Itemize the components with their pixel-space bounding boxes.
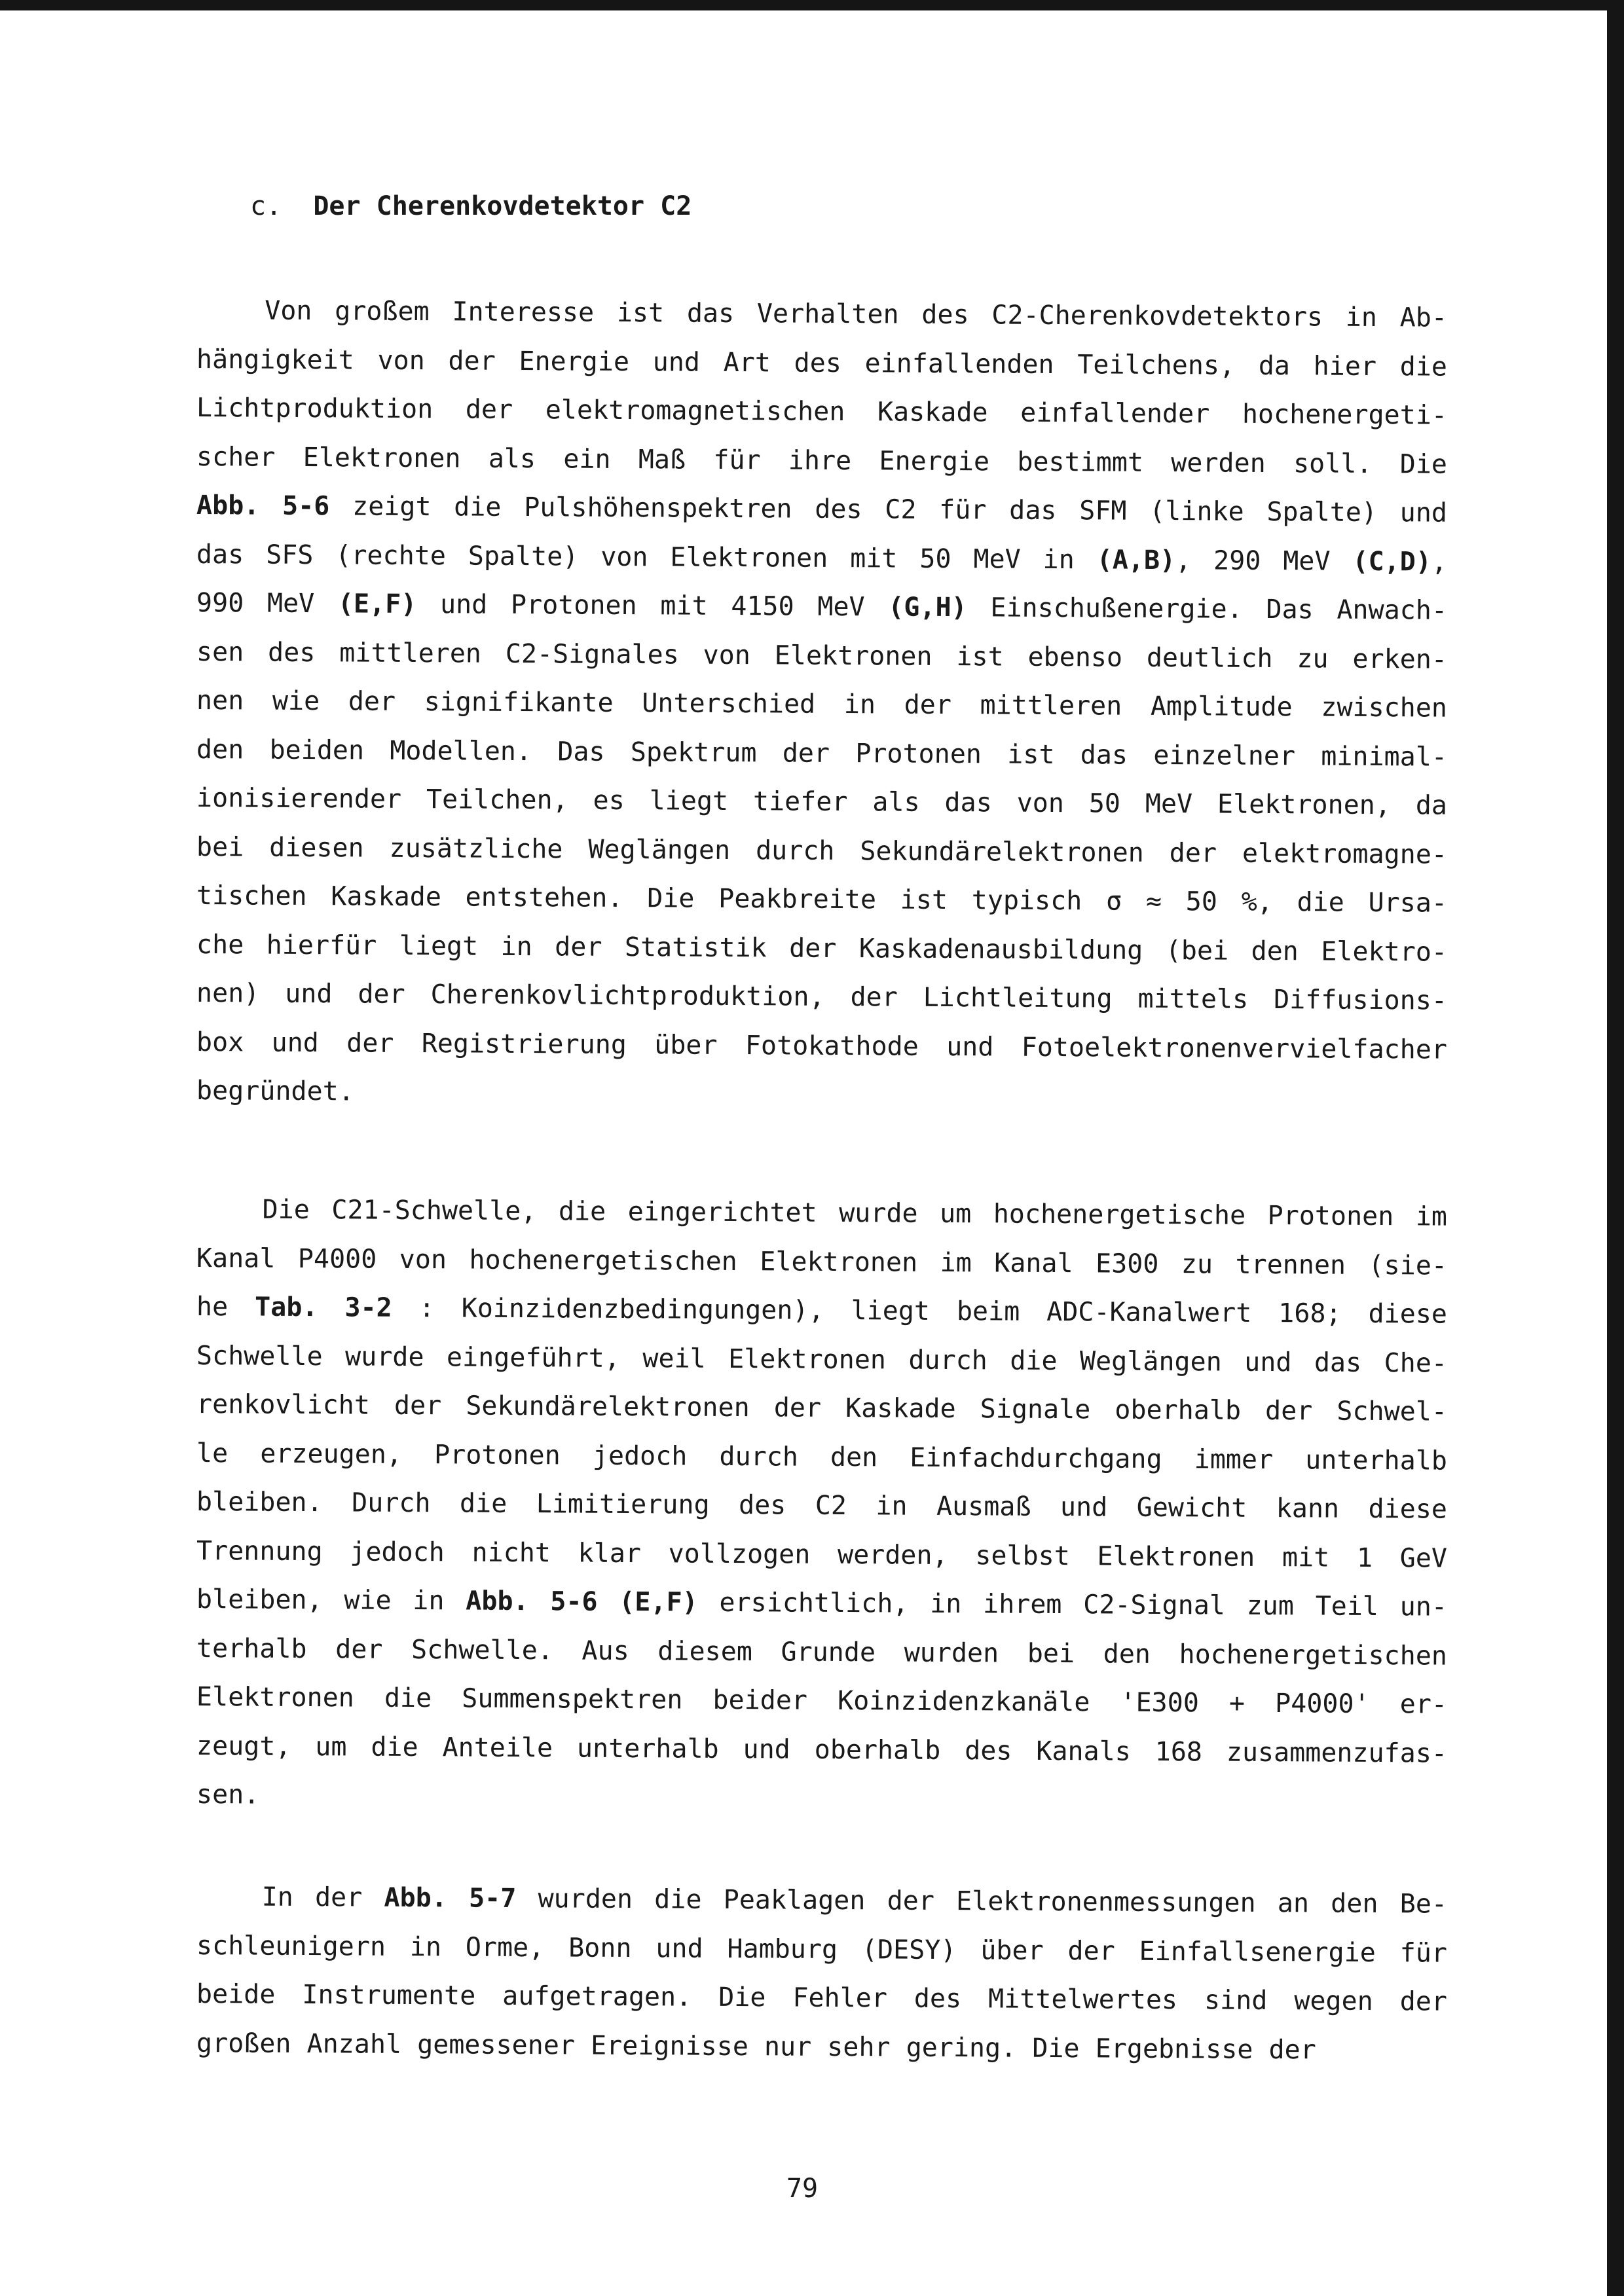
text-line: hängigkeit von der Energie und Art des einfallenden Teilchens, da hier die <box>196 344 1448 382</box>
text-line: Kanal P4000 von hochenergetischen Elektronen im Kanal E300 zu trennen (sie- <box>196 1243 1448 1281</box>
text-line: scher Elektronen als ein Maß für ihre Energie bestimmt werden soll. Die <box>196 441 1448 480</box>
page-number: 79 <box>786 2174 819 2204</box>
text-line: großen Anzahl gemessener Ereignisse nur sehr gering. Die Ergebnisse der <box>196 2028 1316 2065</box>
text-line: Trennung jedoch nicht klar vollzogen werden, selbst Elektronen mit 1 GeV <box>196 1535 1448 1574</box>
text-line: ionisierender Teilchen, es liegt tiefer als das von 50 MeV Elektronen, da <box>196 783 1448 821</box>
text-line: tischen Kaskade entstehen. Die Peakbreite ist typisch σ ≈ 50 %, die Ursa- <box>196 881 1448 919</box>
text-line: Elektronen die Summenspektren beider Koinzidenzkanäle 'E300 + P4000' er- <box>196 1682 1448 1720</box>
text-line: zeugt, um die Anteile unterhalb und oberhalb des Kanals 168 zusammenzufas- <box>196 1730 1448 1769</box>
scan-border-top <box>0 0 1624 10</box>
text-line: Abb. 5-6 zeigt die Pulshöhenspektren des C2 für das SFM (linke Spalte) und <box>196 490 1448 528</box>
text-line: Lichtproduktion der elektromagnetischen Kaskade einfallender hochenergeti- <box>196 393 1448 431</box>
text-line: sen. <box>196 1779 260 1810</box>
text-line: 990 MeV (E,F) und Protonen mit 4150 MeV (G,H) Einschußenergie. Das Anwach- <box>196 588 1448 626</box>
section-heading <box>250 191 692 221</box>
text-line: bleiben, wie in Abb. 5-6 (E,F) ersichtlich, in ihrem C2-Signal zum Teil un- <box>196 1584 1448 1622</box>
text-line: nen) und der Cherenkovlichtproduktion, der Lichtleitung mittels Diffusions- <box>196 978 1448 1016</box>
text-line: nen wie der signifikante Unterschied in der mittleren Amplitude zwischen <box>196 685 1448 723</box>
text-line: In der Abb. 5-7 wurden die Peaklagen der Elektronenmessungen an den Be- <box>196 1882 1448 1920</box>
scan-border-right <box>1607 0 1624 2296</box>
text-line: den beiden Modellen. Das Spektrum der Protonen ist das einzelner minimal- <box>196 734 1448 773</box>
section-title: Der Cherenkovdetektor C2 <box>313 191 692 221</box>
section-label: c. <box>250 191 282 221</box>
text-line: che hierfür liegt in der Statistik der Kaskadenausbildung (bei den Elektro- <box>196 929 1448 968</box>
text-line: Von großem Interesse ist das Verhalten des C2-Cherenkovdetektors in Ab- <box>196 295 1448 333</box>
text-line: box und der Registrierung über Fotokathode und Fotoelektronenvervielfacher <box>196 1027 1448 1065</box>
text-line: begründet. <box>196 1076 354 1107</box>
text-line: sen des mittleren C2-Signales von Elektronen ist ebenso deutlich zu erken- <box>196 636 1448 675</box>
text-line: renkovlicht der Sekundärelektronen der Kaskade Signale oberhalb der Schwel- <box>196 1389 1448 1427</box>
text-line: das SFS (rechte Spalte) von Elektronen mit 50 MeV in (A,B), 290 MeV (C,D), <box>196 539 1448 577</box>
text-line: he Tab. 3-2 : Koinzidenzbedingungen), liegt beim ADC-Kanalwert 168; diese <box>196 1292 1448 1330</box>
paragraph-3 <box>196 1872 1447 2068</box>
text-line: bei diesen zusätzliche Weglängen durch Sekundärelektronen der elektromagne- <box>196 831 1448 870</box>
text-line: beide Instrumente aufgetragen. Die Fehler des Mittelwertes sind wegen der <box>196 1979 1448 2017</box>
text-line: le erzeugen, Protonen jedoch durch den Einfachdurchgang immer unterhalb <box>196 1438 1448 1476</box>
paragraph-2 <box>196 1185 1447 1819</box>
text-line: Schwelle wurde eingeführt, weil Elektronen durch die Weglängen und das Che- <box>196 1340 1448 1379</box>
paragraph-1 <box>196 286 1447 1116</box>
text-line: Die C21-Schwelle, die eingerichtet wurde um hochenergetische Protonen im <box>196 1194 1448 1232</box>
text-line: terhalb der Schwelle. Aus diesem Grunde wurden bei den hochenergetischen <box>196 1633 1448 1671</box>
text-line: bleiben. Durch die Limitierung des C2 in Ausmaß und Gewicht kann diese <box>196 1487 1448 1525</box>
text-line: schleunigern in Orme, Bonn und Hamburg (DESY) über der Einfallsenergie für <box>196 1930 1448 1969</box>
